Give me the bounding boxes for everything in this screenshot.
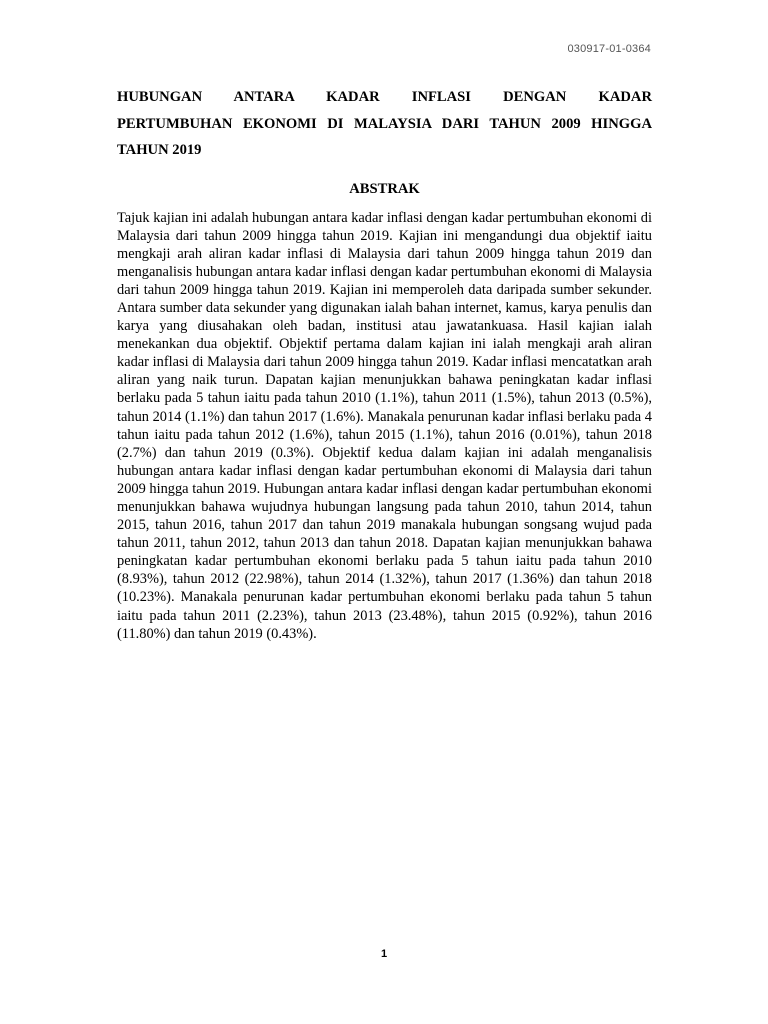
title-line-1: HUBUNGAN ANTARA KADAR INFLASI DENGAN KADAR	[117, 89, 652, 105]
title-line-2: PERTUMBUHAN EKONOMI DI MALAYSIA DARI TAHUN 2009 HINGGA	[117, 115, 652, 132]
title-line-3: TAHUN 2019	[117, 142, 202, 158]
document-content	[117, 84, 652, 643]
page-number: 1	[380, 948, 388, 960]
abstract-body: Tajuk kajian ini adalah hubungan antara kadar inflasi dengan kadar pertumbuhan ekonomi di Malaysia dari tahun 2009 hingga tahun 2019. Kajian ini mengandungi dua objektif iaitu mengkaji arah aliran kadar inflasi di Malaysia dari tahun 2009 hingga tahun 2019 dan menganalisis hubungan antara kadar inflasi dengan kadar pertumbuhan ekonomi di Malaysia dari tahun 2009 hingga tahun 2019. Kajian ini memperoleh data daripada sumber sekunder. Antara sumber data sekunder yang digunakan ialah bahan internet, kamus, karya penulis dan karya yang diusahakan oleh badan, institusi atau jawatankuasa. Hasil kajian ialah menekankan dua objektif. Objektif pertama dalam kajian ini ialah mengkaji arah aliran kadar inflasi di Malaysia dari tahun 2009 hingga tahun 2019. Kadar inflasi mencatatkan arah aliran yang naik turun. Dapatan kajian menunjukkan bahawa peningkatan kadar inflasi berlaku pada 5 tahun iaitu pada tahun 2010 (1.1%), tahun 2011 (1.5%), tahun 2013 (0.5%), tahun 2014 (1.1%) dan tahun 2017 (1.6%). Manakala penurunan kadar inflasi berlaku pada 4 tahun iaitu pada tahun 2012 (1.6%), tahun 2015 (1.1%), tahun 2016 (0.01%), tahun 2018 (2.7%) dan tahun 2019 (0.3%). Objektif kedua dalam kajian ini adalah menganalisis hubungan antara kadar inflasi dengan kadar pertumbuhan ekonomi di Malaysia dari tahun 2009 hingga tahun 2019. Hubungan antara kadar inflasi dengan kadar pertumbuhan ekonomi menunjukkan bahawa wujudnya hubungan langsung pada tahun 2010, tahun 2014, tahun 2015, tahun 2016, tahun 2017 dan tahun 2019 manakala hubungan songsang wujud pada tahun 2011, tahun 2012, tahun 2013 dan tahun 2018. Dapatan kajian menunjukkan bahawa peningkatan kadar pertumbuhan ekonomi berlaku pada 5 tahun iaitu pada tahun 2010 (8.93%), tahun 2012 (22.98%), tahun 2014 (1.32%), tahun 2017 (1.36%) dan tahun 2018 (10.23%). Manakala penurunan kadar pertumbuhan ekonomi berlaku pada tahun 5 tahun iaitu pada tahun 2011 (2.23%), tahun 2013 (23.48%), tahun 2015 (0.92%), tahun 2016 (11.80%) dan tahun 2019 (0.43%).	[117, 209, 652, 642]
page-title	[117, 84, 652, 164]
abstract-heading: ABSTRAK	[349, 180, 420, 197]
document-id: 030917-01-0364	[567, 43, 651, 55]
